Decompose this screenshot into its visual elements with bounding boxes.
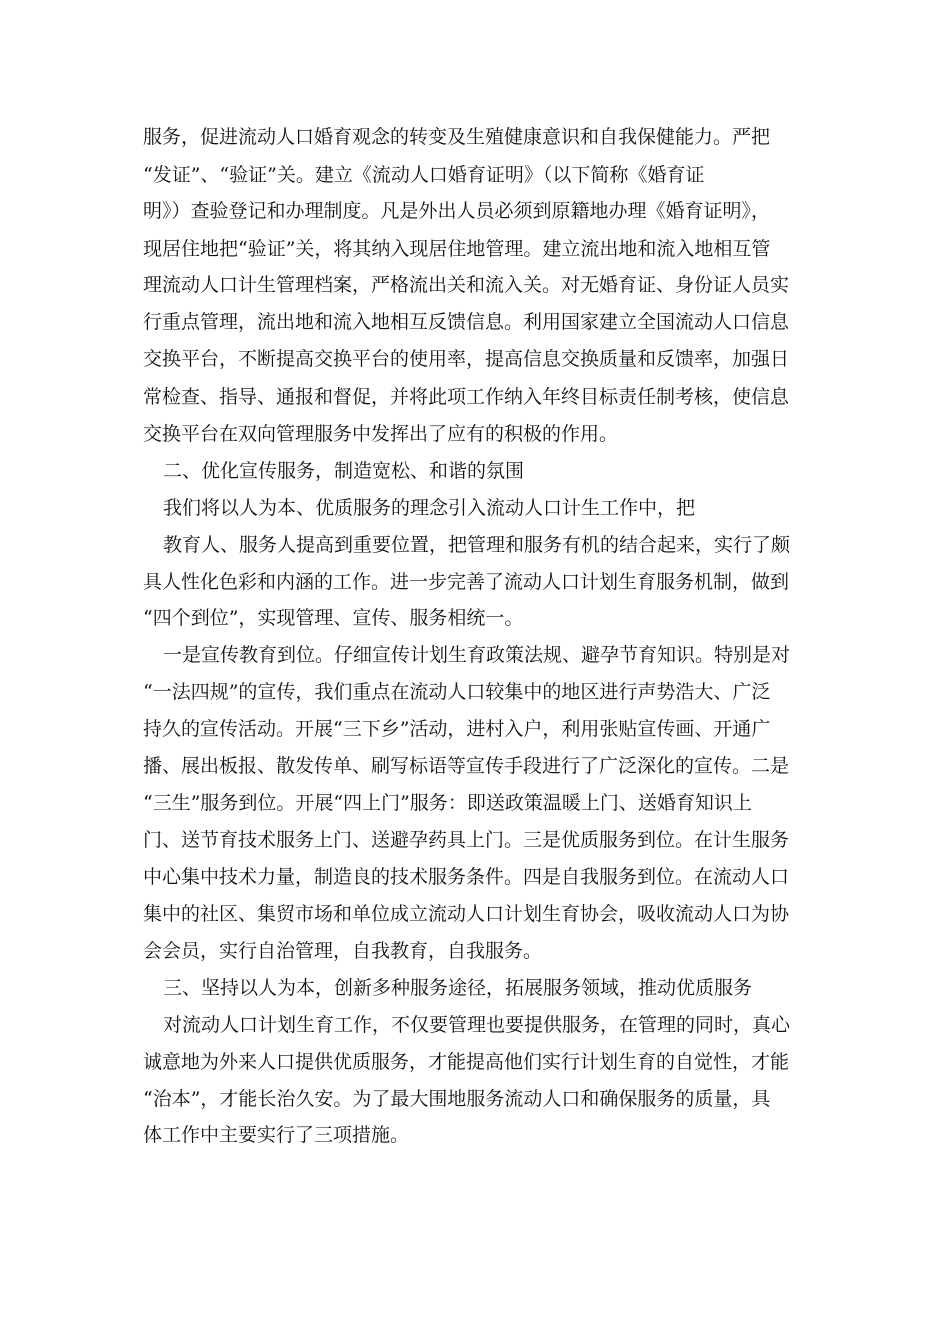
text-line: 诚意地为外来人口提供优质服务，才能提高他们实行计划生育的自觉性，才能: [143, 1051, 790, 1073]
text-line: “一法四规”的宣传，我们重点在流动人口较集中的地区进行声势浩大、广泛: [143, 681, 771, 703]
text-line: 我们将以人为本、优质服务的理念引入流动人口计生工作中，把: [163, 497, 696, 519]
text-line: 行重点管理，流出地和流入地相互反馈信息。利用国家建立全国流动人口信息: [143, 311, 790, 333]
text-line: 交换平台，不断提高交换平台的使用率，提高信息交换质量和反馈率，加强日: [143, 348, 790, 370]
text-line: 持久的宣传活动。开展“三下乡”活动，进村入户，利用张贴宣传画、开通广: [143, 718, 771, 740]
text-line: 明》）查验登记和办理制度。凡是外出人员必须到原籍地办理《婚育证明》，: [143, 200, 771, 222]
section-heading: 三、坚持以人为本，创新多种服务途径，拓展服务领域，推动优质服务: [163, 977, 753, 999]
text-line: 教育人、服务人提高到重要位置，把管理和服务有机的结合起来，实行了颇: [163, 534, 791, 556]
text-line: 对流动人口计划生育工作，不仅要管理也要提供服务，在管理的同时，真心: [163, 1014, 791, 1036]
text-line: 交换平台在双向管理服务中发挥出了应有的积极的作用。: [143, 423, 619, 445]
text-line: “四个到位”，实现管理、宣传、服务相统一。: [143, 607, 524, 629]
text-line: 理流动人口计生管理档案，严格流出关和流入关。对无婚育证、身份证人员实: [143, 274, 790, 296]
text-line: 服务，促进流动人口婚育观念的转变及生殖健康意识和自我保健能力。严把: [143, 126, 771, 148]
text-line: 现居住地把“验证”关，将其纳入现居住地管理。建立流出地和流入地相互管: [143, 238, 771, 260]
text-line: 中心集中技术力量，制造良的技术服务条件。四是自我服务到位。在流动人口: [143, 866, 790, 888]
text-line: “治本”，才能长治久安。为了最大围地服务流动人口和确保服务的质量，具: [143, 1088, 771, 1110]
text-line: “三生”服务到位。开展“四上门”服务：即送政策温暖上门、送婚育知识上: [143, 792, 752, 814]
text-line: 播、展出板报、散发传单、刷写标语等宣传手段进行了广泛深化的宣传。二是: [143, 755, 790, 777]
section-heading: 二、优化宣传服务，制造宽松、和谐的氛围: [163, 460, 525, 482]
text-line: “发证”、“验证”关。建立《流动人口婚育证明》（以下简称《婚育证: [143, 164, 705, 186]
text-line: 会会员，实行自治管理，自我教育，自我服务。: [143, 940, 543, 962]
text-line: 一是宣传教育到位。仔细宣传计划生育政策法规、避孕节育知识。特别是对: [163, 644, 791, 666]
text-line: 集中的社区、集贸市场和单位成立流动人口计划生育协会，吸收流动人口为协: [143, 903, 790, 925]
text-line: 体工作中主要实行了三项措施。: [143, 1124, 410, 1146]
text-line: 具人性化色彩和内涵的工作。进一步完善了流动人口计划生育服务机制，做到: [143, 571, 790, 593]
text-line: 常检查、指导、通报和督促，并将此项工作纳入年终目标责任制考核，使信息: [143, 386, 790, 408]
text-line: 门、送节育技术服务上门、送避孕药具上门。三是优质服务到位。在计生服务: [143, 829, 790, 851]
